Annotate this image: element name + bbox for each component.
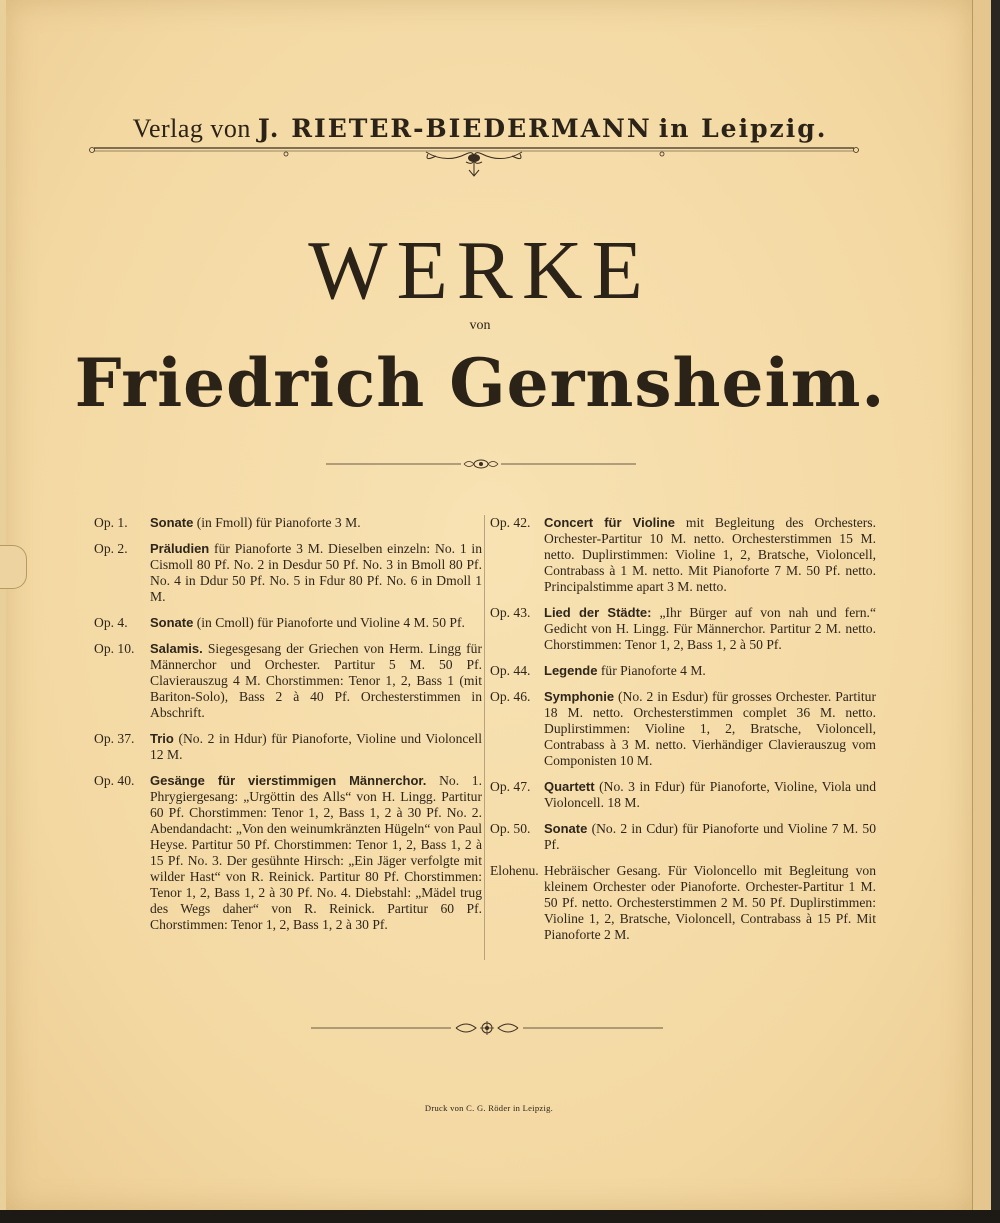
- work-details: (in Cmoll) für Pianoforte und Violine 4 M. 50 Pf.: [193, 615, 465, 630]
- page-right-edge: [972, 0, 991, 1223]
- opus-number: Op. 40.: [94, 773, 135, 788]
- work-title: Quartett: [544, 779, 595, 794]
- catalog-entry: [94, 773, 482, 933]
- bottom-ornament-rule: [311, 1018, 663, 1038]
- left-column: [94, 515, 482, 943]
- opus-number: Op. 4.: [94, 615, 128, 630]
- work-title: Sonate: [150, 515, 194, 530]
- catalog-entry: [94, 515, 482, 531]
- entry-description: [150, 515, 482, 531]
- opus-number: Op. 43.: [490, 605, 531, 620]
- entry-description: [150, 615, 482, 631]
- entry-description: [150, 541, 482, 605]
- work-title: Sonate: [150, 615, 194, 630]
- composer-name: Friedrich Gernsheim.: [74, 344, 886, 422]
- catalog-entry: [490, 663, 876, 679]
- catalog-entry: [490, 821, 876, 853]
- entry-description: [544, 779, 876, 811]
- von-label: von: [469, 318, 491, 333]
- work-details: (in Fmoll) für Pianoforte 3 M.: [193, 515, 361, 530]
- work-title: Sonate: [544, 821, 588, 836]
- catalog-entry: [490, 515, 876, 595]
- entry-description: [544, 863, 876, 943]
- column-divider: [484, 515, 485, 960]
- entry-description: [150, 773, 482, 933]
- entry-description: [544, 515, 876, 595]
- work-details: (No. 2 in Cdur) für Pianoforte und Violine 7 M. 50 Pf.: [544, 821, 876, 852]
- work-details: mit Begleitung des Orchesters. Orchester-Partitur 10 M. netto. Orchesterstimmen 15 M. netto. Duplirstimmen: Violine 1, 2, Bratsche, Violoncell, Contrabass à 1 M. netto. Mit Pianoforte 7 M. 50 Pf. netto. Principalstimme apart 3 M. netto.: [544, 515, 876, 594]
- catalog-entry: [490, 605, 876, 653]
- entry-description: [544, 821, 876, 853]
- catalog-entry: [94, 641, 482, 721]
- opus-number: Op. 1.: [94, 515, 128, 530]
- entry-description: [150, 731, 482, 763]
- opus-number: Op. 10.: [94, 641, 135, 656]
- entry-description: [544, 663, 876, 679]
- publisher-name: J. RIETER-BIEDERMANN: [257, 114, 652, 143]
- opus-number: Op. 50.: [490, 821, 531, 836]
- catalog-entry: [94, 615, 482, 631]
- publisher-prefix: Verlag von: [132, 114, 251, 143]
- opus-number: Elohenu.: [490, 863, 539, 878]
- right-column: [490, 515, 876, 953]
- work-title: Concert für Violine: [544, 515, 676, 530]
- binding-tab: [0, 545, 27, 589]
- work-title: Lied der Städte:: [544, 605, 652, 620]
- work-details: für Pianoforte 4 M.: [597, 663, 706, 678]
- catalog-entry: [94, 731, 482, 763]
- opus-number: Op. 47.: [490, 779, 531, 794]
- work-details: Siegesgesang der Griechen von Herm. Lingg für Männerchor und Orchester. Partitur 5 M. 50 Pf. Clavierauszug 4 M. Chorstimmen: Tenor 1, 2, Bass 1 (mit Bariton-Solo), Bass 2 à 40 Pf. Orchesterstimmen in Abschrift.: [150, 641, 482, 720]
- work-details: (No. 2 in Hdur) für Pianoforte, Violine und Violoncell 12 M.: [150, 731, 482, 762]
- catalog-entry: [490, 689, 876, 769]
- entry-description: [544, 689, 876, 769]
- catalog-entry: [94, 541, 482, 605]
- opus-number: Op. 37.: [94, 731, 135, 746]
- entry-description: [150, 641, 482, 721]
- catalog-entry: [490, 863, 876, 943]
- opus-number: Op. 44.: [490, 663, 531, 678]
- page-title: WERKE: [308, 224, 652, 317]
- printer-imprint: Druck von C. G. Röder in Leipzig.: [424, 1103, 554, 1113]
- work-title: Präludien: [150, 541, 210, 556]
- work-title: Salamis.: [150, 641, 203, 656]
- work-title: Gesänge für vierstimmigen Männerchor.: [150, 773, 427, 788]
- middle-ornament-rule: [326, 456, 636, 472]
- work-details: (No. 2 in Esdur) für grosses Orchester. Partitur 18 M. netto. Orchesterstimmen complet 36 M. netto. Duplirstimmen: Violine 1, 2, Bratsche, Violoncell, Contrabass à 3 M. netto. Vierhändiger Clavierauszug vom Componisten 10 M.: [544, 689, 876, 768]
- work-title: Trio: [150, 731, 174, 746]
- catalog-page: [6, 0, 972, 1210]
- work-title: Symphonie: [544, 689, 615, 704]
- work-details: No. 1. Phrygiergesang: „Urgöttin des Alls“ von H. Lingg. Partitur 60 Pf. Chorstimmen: Tenor 1, 2, Bass 1, 2 à 30 Pf. No. 2. Abendandacht: „Von den weinumkränzten Hügeln“ von Paul Heyse. Partitur 50 Pf. Chorstimmen: Tenor 1, 2, Bass 1, 2 à 15 Pf. No. 3. Der gesühnte Hirsch: „Ein Jäger verfolgte mit wilder Hast“ von R. Reinick. Partitur 80 Pf. Chorstimmen: Tenor 1, 2, Bass 1, 2 à 30 Pf. No. 4. Diebstahl: „Mädel trug des Wegs daher“ von R. Reinick. Partitur 60 Pf. Chorstimmen: Tenor 1, 2, Bass 1, 2 à 30 Pf.: [150, 773, 482, 932]
- work-title: Legende: [544, 663, 598, 678]
- publisher-city: in Leipzig.: [658, 114, 828, 143]
- work-details: für Pianoforte 3 M. Dieselben einzeln: No. 1 in Cismoll 80 Pf. No. 2 in Desdur 50 Pf. No. 3 in Bmoll 80 Pf. No. 4 in Ddur 50 Pf. No. 5 in Fdur 80 Pf. No. 6 in Dmoll 1 M.: [150, 541, 482, 604]
- work-details: „Ihr Bürger auf von nah und fern.“ Gedicht von H. Lingg. Für Männerchor. Partitur 2 M. netto. Chorstimmen: Tenor 1, 2, Bass 1, 2 à 50 Pf.: [544, 605, 876, 652]
- top-ornament-rule: [86, 140, 862, 180]
- work-details: Hebräischer Gesang. Für Violoncello mit Begleitung von kleinem Orchester oder Pianoforte. Orchester-Partitur 1 M. 50 Pf. netto. Orchesterstimmen 2 M. 50 Pf. Duplirstimmen: Violine 1, 2, Bratsche, Violoncell, Contrabass à 15 Pf. Mit Pianoforte 2 M.: [544, 863, 876, 942]
- catalog-entry: [490, 779, 876, 811]
- opus-number: Op. 42.: [490, 515, 531, 530]
- entry-description: [544, 605, 876, 653]
- work-details: (No. 3 in Fdur) für Pianoforte, Violine, Viola und Violoncell. 18 M.: [544, 779, 876, 810]
- opus-number: Op. 2.: [94, 541, 128, 556]
- scan-bottom-border: [0, 1210, 1000, 1223]
- opus-number: Op. 46.: [490, 689, 531, 704]
